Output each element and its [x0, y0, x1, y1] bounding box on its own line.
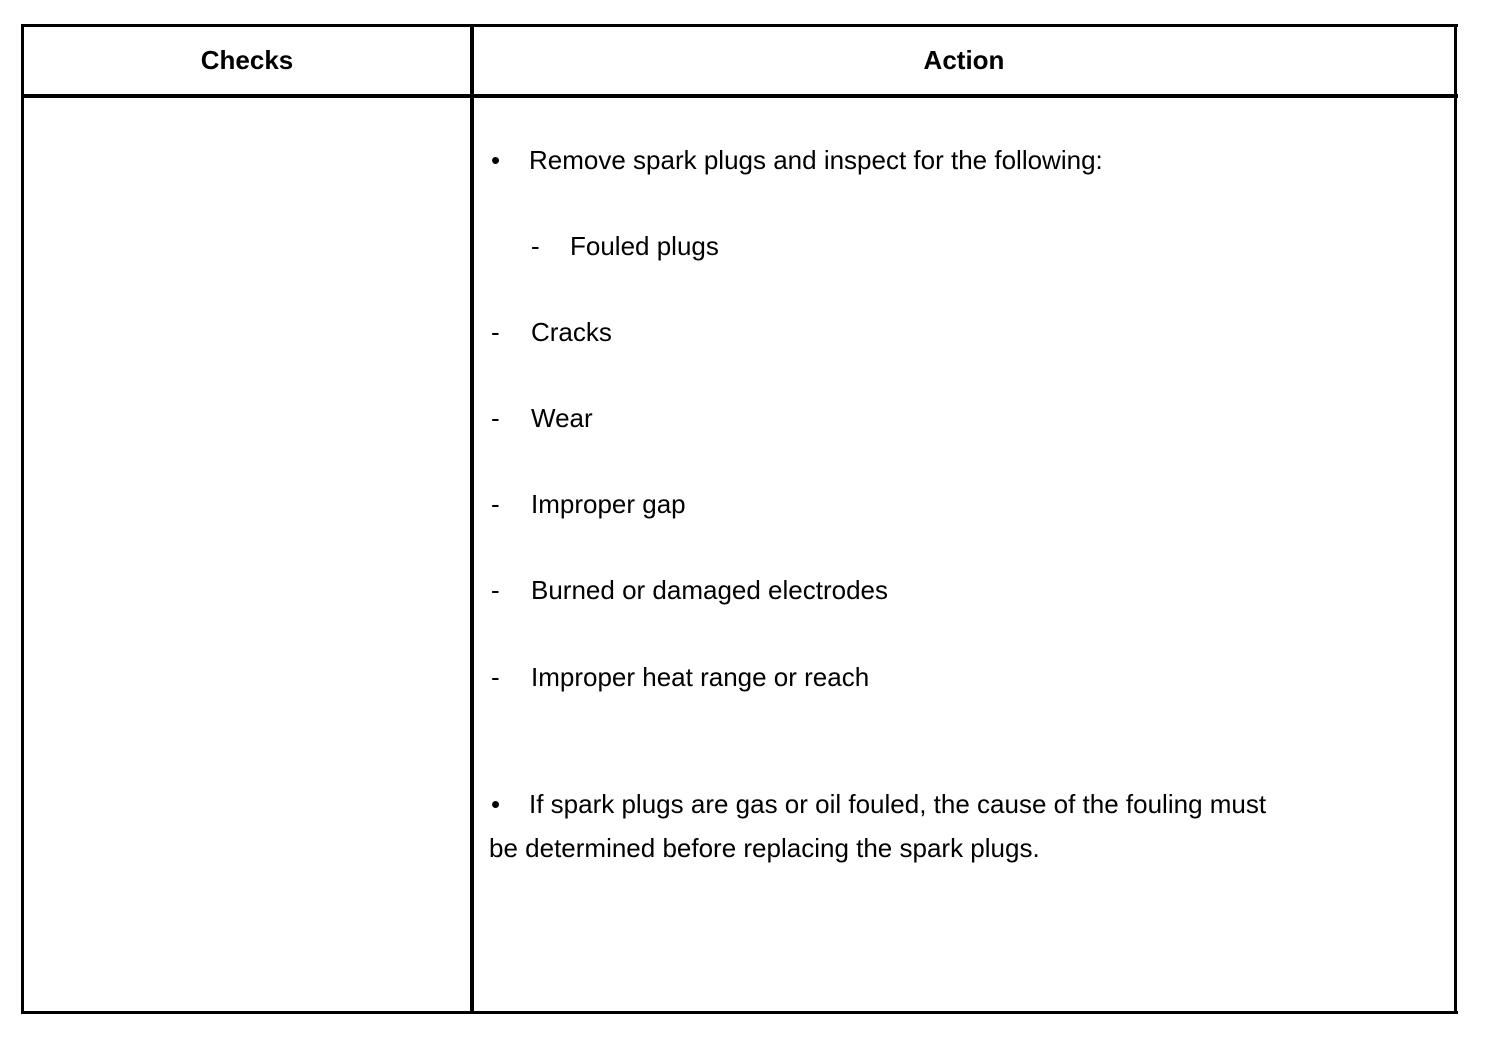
bullet-marker: • [491, 789, 501, 819]
dash-marker: - [491, 317, 500, 347]
table-right-border [1454, 24, 1457, 1014]
list-item: Improper gap [531, 489, 686, 519]
intro-text: Remove spark plugs and inspect for the following: [529, 145, 1103, 175]
table-left-border [21, 24, 24, 1014]
table-bottom-border [21, 1011, 1458, 1014]
dash-marker: - [491, 403, 500, 433]
list-item: Fouled plugs [570, 231, 719, 261]
checks-header: Checks [200, 45, 294, 75]
list-item: Improper heat range or reach [531, 662, 870, 692]
dash-marker: - [531, 231, 540, 261]
header-divider [21, 94, 1458, 98]
note-line-1: If spark plugs are gas or oil fouled, the cause of the fouling must [529, 789, 1267, 819]
column-divider [470, 24, 474, 1014]
dash-marker: - [491, 489, 500, 519]
list-item: Wear [531, 403, 593, 433]
bullet-marker: • [491, 145, 501, 175]
dash-marker: - [491, 575, 500, 605]
note-line-2: be determined before replacing the spark plugs. [489, 833, 1040, 863]
action-header: Action [923, 45, 1005, 75]
dash-marker: - [491, 662, 500, 692]
list-item: Cracks [531, 317, 612, 347]
list-item: Burned or damaged electrodes [531, 575, 889, 605]
